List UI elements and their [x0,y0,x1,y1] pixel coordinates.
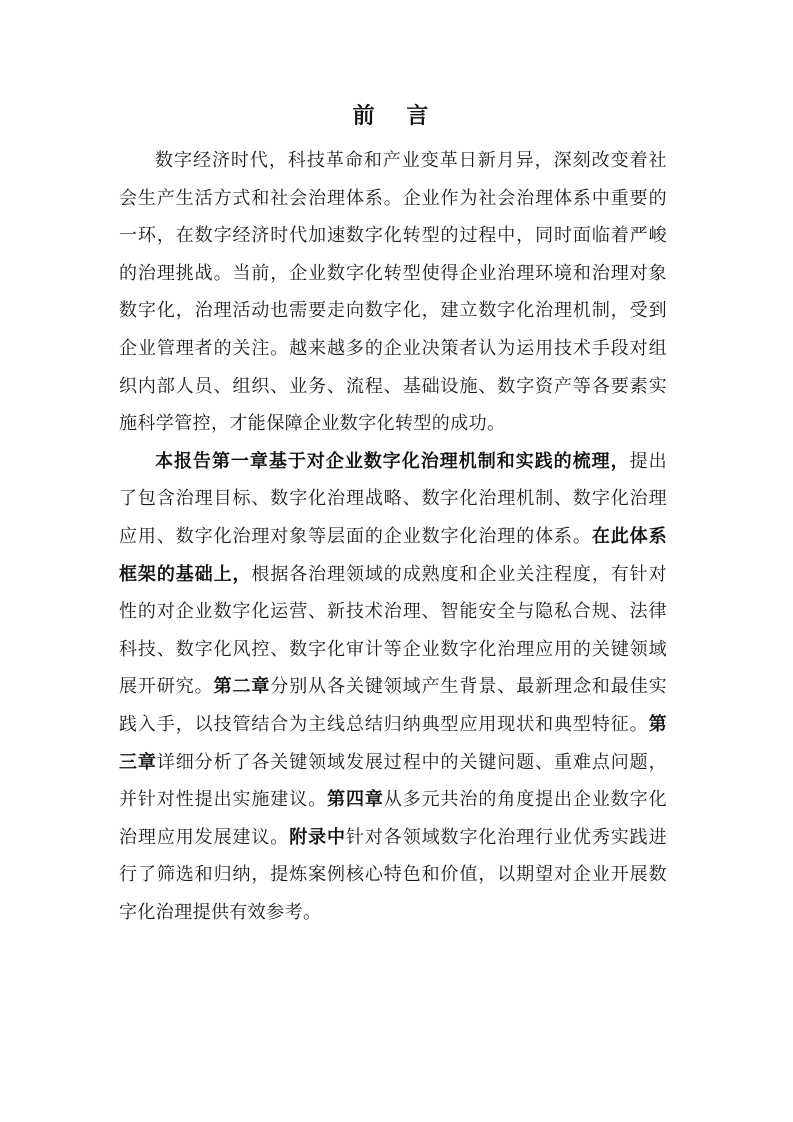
bold-chapter-three: 第三章 [119,713,667,773]
bold-chapter-four: 第四章 [327,789,384,811]
bold-framework-basis: 在此体系框架的基础上， [119,525,668,585]
text-segment: 提出了包含治理目标、数字化治理战略、数字化治理机制、数字化治理应用、数字化治理对象等层面的企业数字化治理的体系。 [119,450,667,547]
document-body [119,142,667,931]
bold-appendix: 附录中 [289,826,346,848]
text-segment: 针对各领域数字化治理行业优秀实践进行了筛选和归纳，提炼案例核心特色和价值，以期望对企业开展数字化治理提供有效参考。 [119,826,667,923]
text-segment: 根据各治理领域的成熟度和企业关注程度，有针对性的对企业数字化运营、新技术治理、智能安全与隐私合规、法律科技、数字化风控、数字化审计等企业数字化治理应用的关键领域展开研究。 [119,563,667,698]
paragraph-intro: 数字经济时代，科技革命和产业变革日新月异，深刻改变着社会生产生活方式和社会治理体系。企业作为社会治理体系中重要的一环，在数字经济时代加速数字化转型的过程中，同时面临着严峻的治理挑战。当前，企业数字化转型使得企业治理环境和治理对象数字化，治理活动也需要走向数字化，建立数字化治理机制，受到企业管理者的关注。越来越多的企业决策者认为运用技术手段对组织内部人员、组织、业务、流程、基础设施、数字资产等各要素实施科学管控，才能保障企业数字化转型的成功。 [119,150,667,435]
page-title: 前 言 [352,104,441,129]
text-segment: 详细分析了各关键领域发展过程中的关键问题、重难点问题，并针对性提出实施建议。 [119,751,667,811]
text-segment: 分别从各关键领域产生背景、最新理念和最佳实践入手，以技管结合为主线总结归纳典型应用现状和典型特征。 [119,676,668,735]
text-segment: 从多元共治的角度提出企业数字化治理应用发展建议。 [119,789,668,848]
bold-chapter-two: 第二章 [213,676,271,698]
bold-chapter-one-intro: 本报告第一章基于对企业数字化治理机制和实践的梳理， [155,450,630,472]
paragraph-report-structure [119,443,667,932]
